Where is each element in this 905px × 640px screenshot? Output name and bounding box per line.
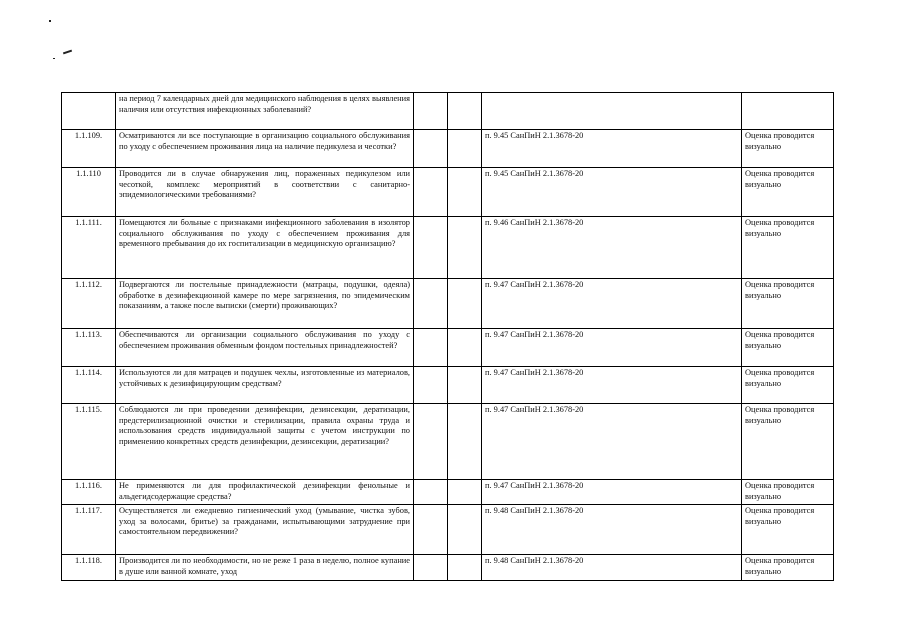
answer-no-cell <box>448 555 482 581</box>
answer-no-cell <box>448 480 482 505</box>
answer-no-cell <box>448 367 482 404</box>
answer-no-cell <box>448 217 482 279</box>
table-row <box>62 130 834 168</box>
normative-reference: п. 9.47 СанПиН 2.1.3678-20 <box>482 404 742 480</box>
answer-yes-cell <box>414 279 448 329</box>
question-text: Обеспечиваются ли организации социального обслуживания по уходу с обеспечением проживания обменным фондом постельных принадлежностей? <box>116 329 414 367</box>
normative-reference: п. 9.47 СанПиН 2.1.3678-20 <box>482 279 742 329</box>
normative-reference: п. 9.45 СанПиН 2.1.3678-20 <box>482 168 742 217</box>
item-number: 1.1.118. <box>62 555 116 581</box>
question-text: Подвергаются ли постельные принадлежности (матрацы, подушки, одеяла) обработке в дезинфекционной камере по мере загрязнения, по эпидемическим показаниям, а также после выписки (смерти) проживающих? <box>116 279 414 329</box>
normative-reference: п. 9.45 СанПиН 2.1.3678-20 <box>482 130 742 168</box>
table-row <box>62 505 834 555</box>
assessment-method: Оценка проводится визуально <box>742 168 834 217</box>
answer-yes-cell <box>414 93 448 130</box>
normative-reference: п. 9.46 СанПиН 2.1.3678-20 <box>482 217 742 279</box>
assessment-method: Оценка проводится визуально <box>742 480 834 505</box>
item-number <box>62 93 116 130</box>
table-row <box>62 93 834 130</box>
answer-yes-cell <box>414 555 448 581</box>
assessment-method <box>742 93 834 130</box>
item-number: 1.1.115. <box>62 404 116 480</box>
item-number: 1.1.109. <box>62 130 116 168</box>
table-row <box>62 404 834 480</box>
question-text: Осматриваются ли все поступающие в организацию социального обслуживания по уходу с обеспечением проживания лица на наличие педикулеза и чесотки? <box>116 130 414 168</box>
item-number: 1.1.113. <box>62 329 116 367</box>
assessment-method: Оценка проводится визуально <box>742 555 834 581</box>
item-number: 1.1.116. <box>62 480 116 505</box>
answer-no-cell <box>448 130 482 168</box>
scan-mark <box>49 20 51 22</box>
assessment-method: Оценка проводится визуально <box>742 130 834 168</box>
answer-yes-cell <box>414 480 448 505</box>
normative-reference: п. 9.48 СанПиН 2.1.3678-20 <box>482 505 742 555</box>
answer-yes-cell <box>414 217 448 279</box>
table-row <box>62 480 834 505</box>
question-text: Соблюдаются ли при проведении дезинфекции, дезинсекции, дератизации, предстерилизационной очистки и стерилизации, правила охраны труда и использования средств индивидуальной защиты с учетом инструкции по применению конкретных средств дезинфекции, дезинсекции, дератизации? <box>116 404 414 480</box>
assessment-method: Оценка проводится визуально <box>742 404 834 480</box>
assessment-method: Оценка проводится визуально <box>742 217 834 279</box>
item-number: 1.1.111. <box>62 217 116 279</box>
question-text: на период 7 календарных дней для медицинского наблюдения в целях выявления наличия или отсутствия инфекционных заболеваний? <box>116 93 414 130</box>
question-text: Не применяются ли для профилактической дезинфекции фенольные и альдегидсодержащие средства? <box>116 480 414 505</box>
item-number: 1.1.110 <box>62 168 116 217</box>
assessment-method: Оценка проводится визуально <box>742 367 834 404</box>
answer-no-cell <box>448 404 482 480</box>
question-text: Используются ли для матрацев и подушек чехлы, изготовленные из материалов, устойчивых к дезинфицирующим средствам? <box>116 367 414 404</box>
question-text: Производится ли по необходимости, но не реже 1 раза в неделю, полное купание в душе или ванной комнате, уход <box>116 555 414 581</box>
answer-yes-cell <box>414 168 448 217</box>
normative-reference: п. 9.48 СанПиН 2.1.3678-20 <box>482 555 742 581</box>
normative-reference <box>482 93 742 130</box>
answer-yes-cell <box>414 367 448 404</box>
item-number: 1.1.112. <box>62 279 116 329</box>
table-row <box>62 367 834 404</box>
normative-reference: п. 9.47 СанПиН 2.1.3678-20 <box>482 480 742 505</box>
scan-mark <box>63 50 72 55</box>
question-text: Осуществляется ли ежедневно гигиенический уход (умывание, чистка зубов, уход за волосами, бритье) за гражданами, испытывающими затруднение при самостоятельном передвижении? <box>116 505 414 555</box>
table-row <box>62 329 834 367</box>
normative-reference: п. 9.47 СанПиН 2.1.3678-20 <box>482 329 742 367</box>
scan-mark <box>53 58 55 59</box>
checklist-table <box>61 92 834 581</box>
table-row <box>62 168 834 217</box>
answer-no-cell <box>448 168 482 217</box>
assessment-method: Оценка проводится визуально <box>742 279 834 329</box>
question-text: Проводится ли в случае обнаружения лиц, пораженных педикулезом или чесоткой, комплекс мероприятий в соответствии с санитарно-эпидемиологическими требованиями? <box>116 168 414 217</box>
question-text: Помещаются ли больные с признаками инфекционного заболевания в изолятор социального обслуживания по уходу с обеспечением проживания для временного пребывания до их госпитализации в медицинскую организацию? <box>116 217 414 279</box>
answer-no-cell <box>448 505 482 555</box>
answer-yes-cell <box>414 329 448 367</box>
answer-yes-cell <box>414 130 448 168</box>
answer-yes-cell <box>414 404 448 480</box>
item-number: 1.1.117. <box>62 505 116 555</box>
answer-no-cell <box>448 93 482 130</box>
answer-no-cell <box>448 279 482 329</box>
assessment-method: Оценка проводится визуально <box>742 505 834 555</box>
answer-no-cell <box>448 329 482 367</box>
normative-reference: п. 9.47 СанПиН 2.1.3678-20 <box>482 367 742 404</box>
table-row <box>62 279 834 329</box>
item-number: 1.1.114. <box>62 367 116 404</box>
assessment-method: Оценка проводится визуально <box>742 329 834 367</box>
answer-yes-cell <box>414 505 448 555</box>
table-row <box>62 555 834 581</box>
table-row <box>62 217 834 279</box>
